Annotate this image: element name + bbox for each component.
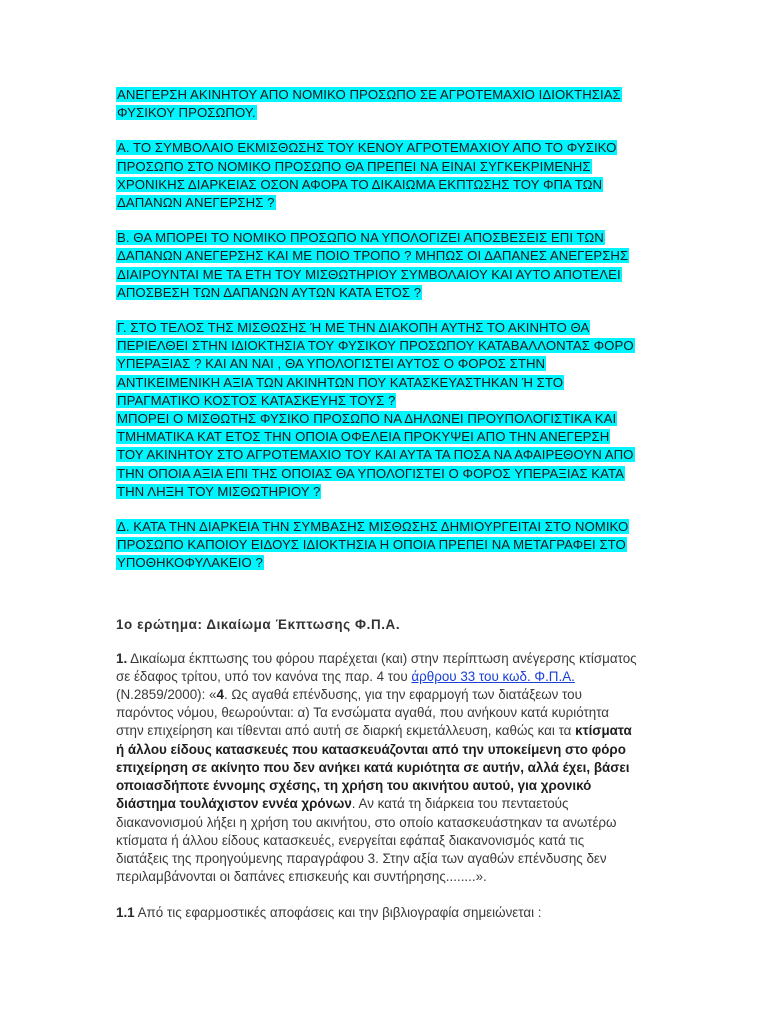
intro-title: ΑΝΕΓΕΡΣΗ ΑΚΙΝΗΤΟΥ ΑΠΟ ΝΟΜΙΚΟ ΠΡΟΣΩΠΟ ΣΕ ΑΓΡΟΤΕΜΑΧΙΟ ΙΔΙΟΚΤΗΣΙΑΣ ΦΥΣΙΚΟΥ ΠΡΟΣΩΠΟΥ. [117, 87, 621, 121]
paragraph-number: 1.1 [116, 905, 135, 921]
question-d: Δ. ΚΑΤΑ ΤΗΝ ΔΙΑΡΚΕΙΑ ΤΗΝ ΣΥΜΒΑΣΗΣ ΜΙΣΘΩΣΗΣ ΔΗΜΙΟΥΡΓΕΙΤΑΙ ΣΤΟ ΝΟΜΙΚΟ ΠΡΟΣΩΠΟ ΚΑΠΟΙΟΥ ΕΙΔΟΥΣ ΙΔΙΟΚΤΗΣΙΑ Η ΟΠΟΙΑ ΠΡΕΠΕΙ ΝΑ ΜΕΤΑΓΡΑΦΕΙ ΣΤΟ ΥΠΟΘΗΚΟΦΥΛΑΚΕΙΟ ? [117, 519, 629, 571]
question-b: Β. ΘΑ ΜΠΟΡΕΙ ΤΟ ΝΟΜΙΚΟ ΠΡΟΣΩΠΟ ΝΑ ΥΠΟΛΟΓΙΖΕΙ ΑΠΟΣΒΕΣΕΙΣ ΕΠΙ ΤΩΝ ΔΑΠΑΝΩΝ ΑΝΕΓΕΡΣΗΣ ΚΑΙ ΜΕ ΠΟΙΟ ΤΡΟΠΟ ? ΜΗΠΩΣ ΟΙ ΔΑΠΑΝΕΣ ΑΝΕΓΕΡΣΗΣ ΔΙΑΙΡΟΥΝΤΑΙ ΜΕ ΤΑ ΕΤΗ ΤΟΥ ΜΙΣΘΩΤΗΡΙΟΥ ΣΥΜΒΟΛΑΙΟΥ ΚΑΙ ΑΥΤΟ ΑΠΟΤΕΛΕΙ ΑΠΟΣΒΕΣΗ ΤΩΝ ΔΑΠΑΝΩΝ ΑΥΤΩΝ ΚΑΤΑ ΕΤΟΣ ? [117, 230, 629, 300]
paragraph-1: 1. Δικαίωμα έκπτωσης του φόρου παρέχεται (και) στην περίπτωση ανέγερσης κτίσματος σε έδαφος τρίτου, υπό τον κανόνα της παρ. 4 του άρθρου 33 του κωδ. Φ.Π.Α. (Ν.2859/2000): «4. Ως αγαθά επένδυσης, για την εφαρμογή των διατάξεων του παρόντος νόμου, θεωρούνται: α) Τα ενσώματα αγαθά, που ανήκουν κατά κυριότητα στην επιχείρηση και τίθενται από αυτή σε διαρκή εκμετάλλευση, καθώς και τα κτίσματα ή άλλου είδους κατασκευές που κατασκευάζονται από την υποκείμενη στο φόρο επιχείρηση σε ακίνητο που δεν ανήκει κατά κυριότητα σε αυτήν, αλλά έχει, βάσει οποιασδήποτε έννομης σχέσης, τη χρήση του ακινήτου αυτού, για χρονικό διάστημα τουλάχιστον εννέα χρόνων. Αν κατά τη διάρκεια του πενταετούς διακανονισμού λήξει η χρήση του ακινήτου, στο οποίο κατασκευάστηκαν τα ανωτέρω κτίσματα ή άλλου είδους κατασκευές, ενεργείται εφάπαξ διακανονισμός κατά τις διατάξεις της προηγούμενης παραγράφου 3. Στην αξία των αγαθών επένδυσης δεν περιλαμβάνονται οι δαπάνες επισκευής και συντήρησης........». [116, 650, 637, 885]
question-c-followup: ΜΠΟΡΕΙ Ο ΜΙΣΘΩΤΗΣ ΦΥΣΙΚΟ ΠΡΟΣΩΠΟ ΝΑ ΔΗΛΩΝΕΙ ΠΡΟΥΠΟΛΟΓΙΣΤΙΚΑ ΚΑΙ ΤΜΗΜΑΤΙΚΑ ΚΑΤ ΕΤΟΣ ΤΗΝ ΟΠΟΙΑ ΟΦΕΛΕΙΑ ΠΡΟΚΥΨΕΙ ΑΠΟ ΤΗΝ ΑΝΕΓΕΡΣΗ ΤΟΥ ΑΚΙΝΗΤΟΥ ΣΤΟ ΑΓΡΟΤΕΜΑΧΙΟ ΤΟΥ ΚΑΙ ΑΥΤΑ ΤΑ ΠΟΣΑ ΝΑ ΑΦΑΙΡΕΘΟΥΝ ΑΠΟ ΤΗΝ ΟΠΟΙΑ ΑΞΙΑ ΕΠΙ ΤΗΣ ΟΠΟΙΑΣ ΘΑ ΥΠΟΛΟΓΙΣΤΕΙ Ο ΦΟΡΟΣ ΥΠΕΡΑΞΙΑΣ ΚΑΤΑ ΤΗΝ ΛΗΞΗ ΤΟΥ ΜΙΣΘΩΤΗΡΙΟΥ ? [117, 411, 634, 499]
question-c: Γ. ΣΤΟ ΤΕΛΟΣ ΤΗΣ ΜΙΣΘΩΣΗΣ Ή ΜΕ ΤΗΝ ΔΙΑΚΟΠΗ ΑΥΤΗΣ ΤΟ ΑΚΙΝΗΤΟ ΘΑ ΠΕΡΙΕΛΘΕΙ ΣΤΗΝ ΙΔΙΟΚΤΗΣΙΑ ΤΟΥ ΦΥΣΙΚΟΥ ΠΡΟΣΩΠΟΥ ΚΑΤΑΒΑΛΛΟΝΤΑΣ ΦΟΡΟ ΥΠΕΡΑΞΙΑΣ ? ΚΑΙ ΑΝ ΝΑΙ , ΘΑ ΥΠΟΛΟΓΙΣΤΕΙ ΑΥΤΟΣ Ο ΦΟΡΟΣ ΣΤΗΝ ΑΝΤΙΚΕΙΜΕΝΙΚΗ ΑΞΙΑ ΤΩΝ ΑΚΙΝΗΤΩΝ ΠΟΥ ΚΑΤΑΣΚΕΥΑΣΤΗΚΑΝ Ή ΣΤΟ ΠΡΑΓΜΑΤΙΚΟ ΚΟΣΤΟΣ ΚΑΤΑΣΚΕΥΗΣ ΤΟΥΣ ? ΜΠΟΡΕΙ Ο ΜΙΣΘΩΤΗΣ ΦΥΣΙΚΟ ΠΡΟΣΩΠΟ ΝΑ ΔΗΛΩΝΕΙ ΠΡΟΥΠΟΛΟΓΙΣΤΙΚΑ ΚΑΙ ΤΜΗΜΑΤΙΚΑ ΚΑΤ ΕΤΟΣ ΤΗΝ ΟΠΟΙΑ ΟΦΕΛΕΙΑ ΠΡΟΚΥΨΕΙ ΑΠΟ ΤΗΝ ΑΝΕΓΕΡΣΗ ΤΟΥ ΑΚΙΝΗΤΟΥ ΣΤΟ ΑΓΡΟΤΕΜΑΧΙΟ ΤΟΥ ΚΑΙ ΑΥΤΑ ΤΑ ΠΟΣΑ ΝΑ ΑΦΑΙΡΕΘΟΥΝ ΑΠΟ ΤΗΝ ΟΠΟΙΑ ΑΞΙΑ ΕΠΙ ΤΗΣ ΟΠΟΙΑΣ ΘΑ ΥΠΟΛΟΓΙΣΤΕΙ Ο ΦΟΡΟΣ ΥΠΕΡΑΞΙΑΣ ΚΑΤΑ ΤΗΝ ΛΗΞΗ ΤΟΥ ΜΙΣΘΩΤΗΡΙΟΥ ? [117, 320, 634, 499]
paragraph-number: 1. [116, 650, 128, 666]
section-heading: 1ο ερώτημα: Δικαίωμα Έκπτωσης Φ.Π.Α. [116, 616, 401, 632]
question-a: Α. ΤΟ ΣΥΜΒΟΛΑΙΟ ΕΚΜΙΣΘΩΣΗΣ ΤΟΥ ΚΕΝΟΥ ΑΓΡΟΤΕΜΑΧΙΟΥ ΑΠΟ ΤΟ ΦΥΣΙΚΟ ΠΡΟΣΩΠΟ ΣΤΟ ΝΟΜΙΚΟ ΠΡΟΣΩΠΟ ΘΑ ΠΡΕΠΕΙ ΝΑ ΕΙΝΑΙ ΣΥΓΚΕΚΡΙΜΕΝΗΣ ΧΡΟΝΙΚΗΣ ΔΙΑΡΚΕΙΑΣ ΟΣΟΝ ΑΦΟΡΑ ΤΟ ΔΙΚΑΙΩΜΑ ΕΚΠΤΩΣΗΣ ΤΟΥ ΦΠΑ ΤΩΝ ΔΑΠΑΝΩΝ ΑΝΕΓΕΡΣΗΣ ? [117, 140, 617, 211]
paragraph-1-1: 1.1 Από τις εφαρμοστικές αποφάσεις και την βιβλιογραφία σημειώνεται : [116, 905, 542, 921]
law-article-link[interactable]: άρθρου 33 του κωδ. Φ.Π.Α. [411, 668, 575, 684]
bold-clause: κτίσματα ή άλλου είδους κατασκευές που κατασκευάζονται από την υποκείμενη στο φόρο επιχείρηση σε ακίνητο που δεν ανήκει κατά κυριότητα σε αυτήν, αλλά έχει, βάσει οποιασδήποτε έννομης σχέσης, τη χρήση του ακινήτου αυτού, για χρονικό διάστημα τουλάχιστον εννέα χρόνων [116, 723, 632, 812]
